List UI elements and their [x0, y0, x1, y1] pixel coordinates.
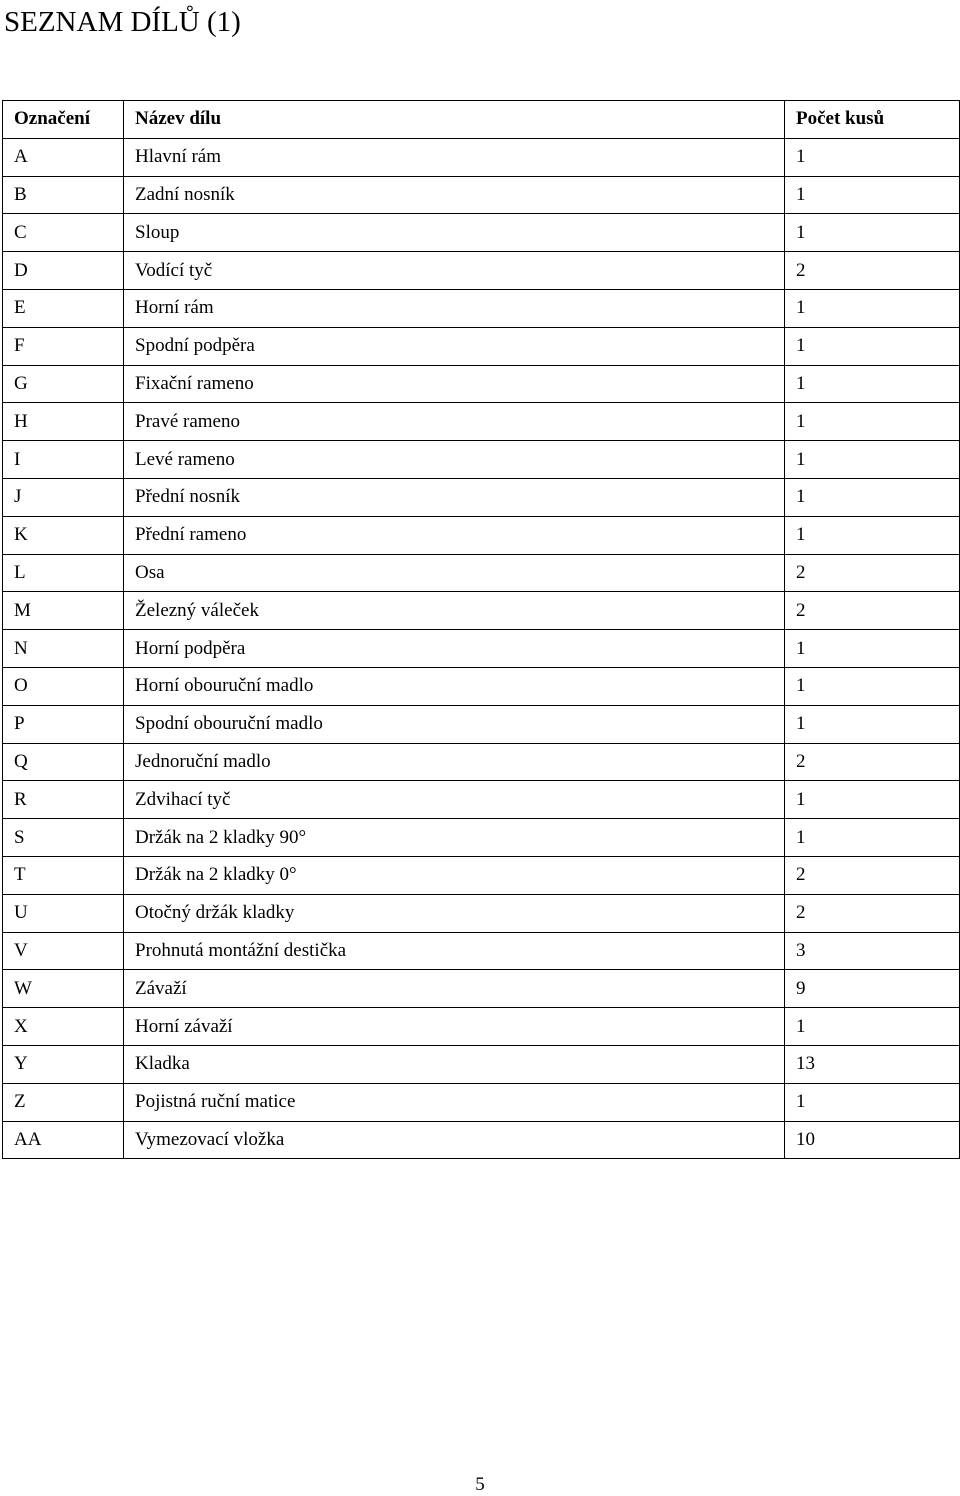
part-name-cell: Zadní nosník	[124, 176, 785, 214]
quantity-cell: 2	[785, 894, 960, 932]
quantity-cell: 2	[785, 554, 960, 592]
quantity-cell: 1	[785, 705, 960, 743]
page-title: SEZNAM DÍLŮ (1)	[4, 6, 241, 38]
designation-cell: N	[3, 630, 124, 668]
quantity-cell: 1	[785, 781, 960, 819]
quantity-cell: 1	[785, 289, 960, 327]
part-name-cell: Horní obouruční madlo	[124, 667, 785, 705]
part-name-cell: Jednoruční madlo	[124, 743, 785, 781]
quantity-cell: 2	[785, 252, 960, 290]
table-row	[3, 365, 960, 403]
quantity-cell: 2	[785, 592, 960, 630]
table-row	[3, 819, 960, 857]
designation-cell: K	[3, 516, 124, 554]
designation-cell: X	[3, 1008, 124, 1046]
designation-cell: S	[3, 819, 124, 857]
table-row	[3, 894, 960, 932]
designation-cell: H	[3, 403, 124, 441]
table-row	[3, 478, 960, 516]
table-row	[3, 970, 960, 1008]
quantity-cell: 1	[785, 214, 960, 252]
quantity-cell: 2	[785, 743, 960, 781]
part-name-cell: Kladka	[124, 1045, 785, 1083]
designation-cell: I	[3, 441, 124, 479]
designation-cell: M	[3, 592, 124, 630]
designation-cell: G	[3, 365, 124, 403]
designation-cell: Z	[3, 1083, 124, 1121]
designation-cell: O	[3, 667, 124, 705]
designation-cell: P	[3, 705, 124, 743]
quantity-cell: 10	[785, 1121, 960, 1159]
part-name-cell: Fixační rameno	[124, 365, 785, 403]
parts-table	[2, 100, 960, 1159]
column-header-quantity: Počet kusů	[785, 101, 960, 139]
quantity-cell: 2	[785, 856, 960, 894]
table-row	[3, 667, 960, 705]
designation-cell: B	[3, 176, 124, 214]
table-header-row	[3, 101, 960, 139]
table-row	[3, 1045, 960, 1083]
designation-cell: W	[3, 970, 124, 1008]
part-name-cell: Pravé rameno	[124, 403, 785, 441]
part-name-cell: Sloup	[124, 214, 785, 252]
table-row	[3, 592, 960, 630]
table-row	[3, 516, 960, 554]
quantity-cell: 3	[785, 932, 960, 970]
designation-cell: C	[3, 214, 124, 252]
table-row	[3, 403, 960, 441]
table-row	[3, 214, 960, 252]
quantity-cell: 1	[785, 403, 960, 441]
designation-cell: Y	[3, 1045, 124, 1083]
quantity-cell: 1	[785, 630, 960, 668]
parts-table-body	[3, 138, 960, 1159]
designation-cell: U	[3, 894, 124, 932]
quantity-cell: 1	[785, 1008, 960, 1046]
part-name-cell: Přední rameno	[124, 516, 785, 554]
part-name-cell: Závaží	[124, 970, 785, 1008]
part-name-cell: Osa	[124, 554, 785, 592]
table-row	[3, 781, 960, 819]
table-row	[3, 441, 960, 479]
quantity-cell: 1	[785, 819, 960, 857]
part-name-cell: Horní závaží	[124, 1008, 785, 1046]
designation-cell: A	[3, 138, 124, 176]
part-name-cell: Hlavní rám	[124, 138, 785, 176]
page-number: 5	[475, 1474, 485, 1495]
part-name-cell: Vodící tyč	[124, 252, 785, 290]
part-name-cell: Pojistná ruční matice	[124, 1083, 785, 1121]
table-row	[3, 932, 960, 970]
quantity-cell: 1	[785, 176, 960, 214]
part-name-cell: Držák na 2 kladky 90°	[124, 819, 785, 857]
designation-cell: J	[3, 478, 124, 516]
quantity-cell: 1	[785, 365, 960, 403]
designation-cell: R	[3, 781, 124, 819]
table-row	[3, 743, 960, 781]
part-name-cell: Prohnutá montážní destička	[124, 932, 785, 970]
designation-cell: E	[3, 289, 124, 327]
table-row	[3, 705, 960, 743]
column-header-designation: Označení	[3, 101, 124, 139]
part-name-cell: Železný váleček	[124, 592, 785, 630]
part-name-cell: Levé rameno	[124, 441, 785, 479]
quantity-cell: 9	[785, 970, 960, 1008]
table-row	[3, 176, 960, 214]
table-row	[3, 554, 960, 592]
table-row	[3, 1008, 960, 1046]
table-row	[3, 289, 960, 327]
table-row	[3, 1121, 960, 1159]
quantity-cell: 1	[785, 516, 960, 554]
part-name-cell: Horní rám	[124, 289, 785, 327]
quantity-cell: 13	[785, 1045, 960, 1083]
part-name-cell: Zdvihací tyč	[124, 781, 785, 819]
part-name-cell: Vymezovací vložka	[124, 1121, 785, 1159]
designation-cell: L	[3, 554, 124, 592]
quantity-cell: 1	[785, 1083, 960, 1121]
quantity-cell: 1	[785, 441, 960, 479]
designation-cell: AA	[3, 1121, 124, 1159]
column-header-part-name: Název dílu	[124, 101, 785, 139]
designation-cell: D	[3, 252, 124, 290]
part-name-cell: Držák na 2 kladky 0°	[124, 856, 785, 894]
table-row	[3, 1083, 960, 1121]
table-row	[3, 138, 960, 176]
part-name-cell: Otočný držák kladky	[124, 894, 785, 932]
designation-cell: V	[3, 932, 124, 970]
quantity-cell: 1	[785, 667, 960, 705]
table-row	[3, 327, 960, 365]
designation-cell: F	[3, 327, 124, 365]
table-row	[3, 630, 960, 668]
part-name-cell: Horní podpěra	[124, 630, 785, 668]
quantity-cell: 1	[785, 327, 960, 365]
table-row	[3, 856, 960, 894]
table-row	[3, 252, 960, 290]
part-name-cell: Spodní podpěra	[124, 327, 785, 365]
quantity-cell: 1	[785, 478, 960, 516]
part-name-cell: Spodní obouruční madlo	[124, 705, 785, 743]
designation-cell: T	[3, 856, 124, 894]
designation-cell: Q	[3, 743, 124, 781]
quantity-cell: 1	[785, 138, 960, 176]
part-name-cell: Přední nosník	[124, 478, 785, 516]
